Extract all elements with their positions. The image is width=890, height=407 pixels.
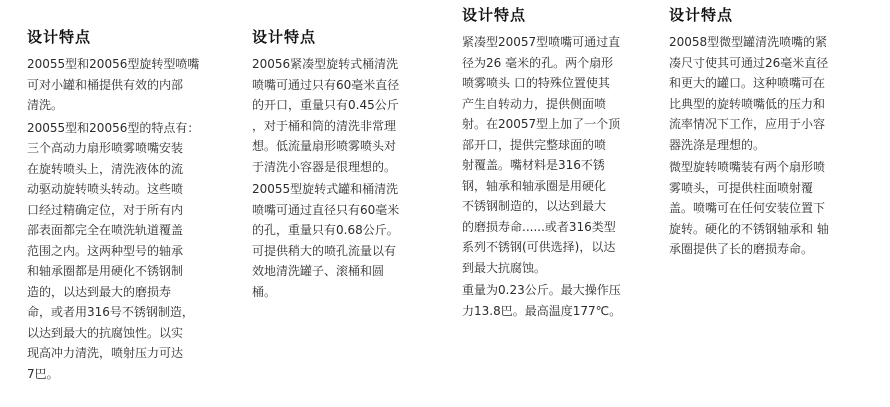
column-20057-compact — [462, 4, 667, 323]
column-20058-micro — [669, 4, 874, 262]
section-heading: 设计特点 — [252, 28, 317, 46]
paragraph: 20055型和20056型的特点有： 三个高动力扇形喷雾喷嘴安装 在旋转喷头上，清洗液体的流 动驱动旋转喷头转动。这些喷 口经过精确定位，对于所有内 部表面都完全在喷洗轨道覆盖 范围之内。这两种型号的轴承 和轴承圈都是用硬化不锈钢制 造的，以达到最大的磨损寿 命，或者用316号不锈钢制造， 以达到最大的抗腐蚀性。以实 现高冲力清洗，喷射压力可达 7巴。 — [27, 120, 200, 381]
column-20055-20056 — [27, 26, 232, 386]
paragraph: 紧凑型20057型喷嘴可通过直 径为26 毫米的孔。两个扇形 喷雾喷头 口的特殊位置使其 产生自转动力，提供侧面喷 射。在20057型上加了一个顶 部开口，提供完整球面的喷 射覆盖。嘴材料是316不锈 钢，轴承和轴承圈是用硬化 不锈钢制造的，以达到最大 的磨损寿命......或者316类型 系列不锈钢(可供选择)，以达 到最大抗腐蚀。 — [462, 35, 621, 275]
section-heading: 设计特点 — [462, 6, 527, 24]
section-heading: 设计特点 — [669, 6, 734, 24]
paragraph: 重量为0.23公斤。最大操作压 力13.8巴。最高温度177℃。 — [462, 283, 622, 318]
paragraph: 20055型旋转式罐和桶清洗 喷嘴可通过直径只有60毫米 的孔，重量只有0.68公斤。 可提供稍大的喷孔流量以有 效地清洗罐子、滚桶和圆 桶。 — [252, 182, 400, 299]
paragraph: 20056紧凑型旋转式桶清洗 喷嘴可通过只有60毫米直径 的开口，重量只有0.45公斤 ，对于桶和筒的清洗非常理 想。低流量扇形喷雾喷头对 于清洗小容器是很理想的。 — [252, 57, 400, 174]
section-heading: 设计特点 — [27, 28, 92, 46]
paragraph: 20058型微型罐清洗喷嘴的紧 凑尺寸使其可通过26毫米直径 和更大的罐口。这种喷嘴可在 比典型的旋转喷嘴低的压力和 流率情况下工作，应用于小容 器洗涤是理想的。 — [669, 35, 829, 152]
paragraph: 微型旋转喷嘴装有两个扇形喷 雾喷头，可提供柱面喷射覆 盖。喷嘴可在任何安装位置下 旋转。硬化的不锈钢轴承和 轴 承圈提供了长的磨损寿命。 — [669, 160, 829, 256]
paragraph: 20055型和20056型旋转型喷嘴 可对小罐和桶提供有效的内部 清洗。 — [27, 57, 200, 112]
column-20056-compact — [252, 26, 457, 304]
